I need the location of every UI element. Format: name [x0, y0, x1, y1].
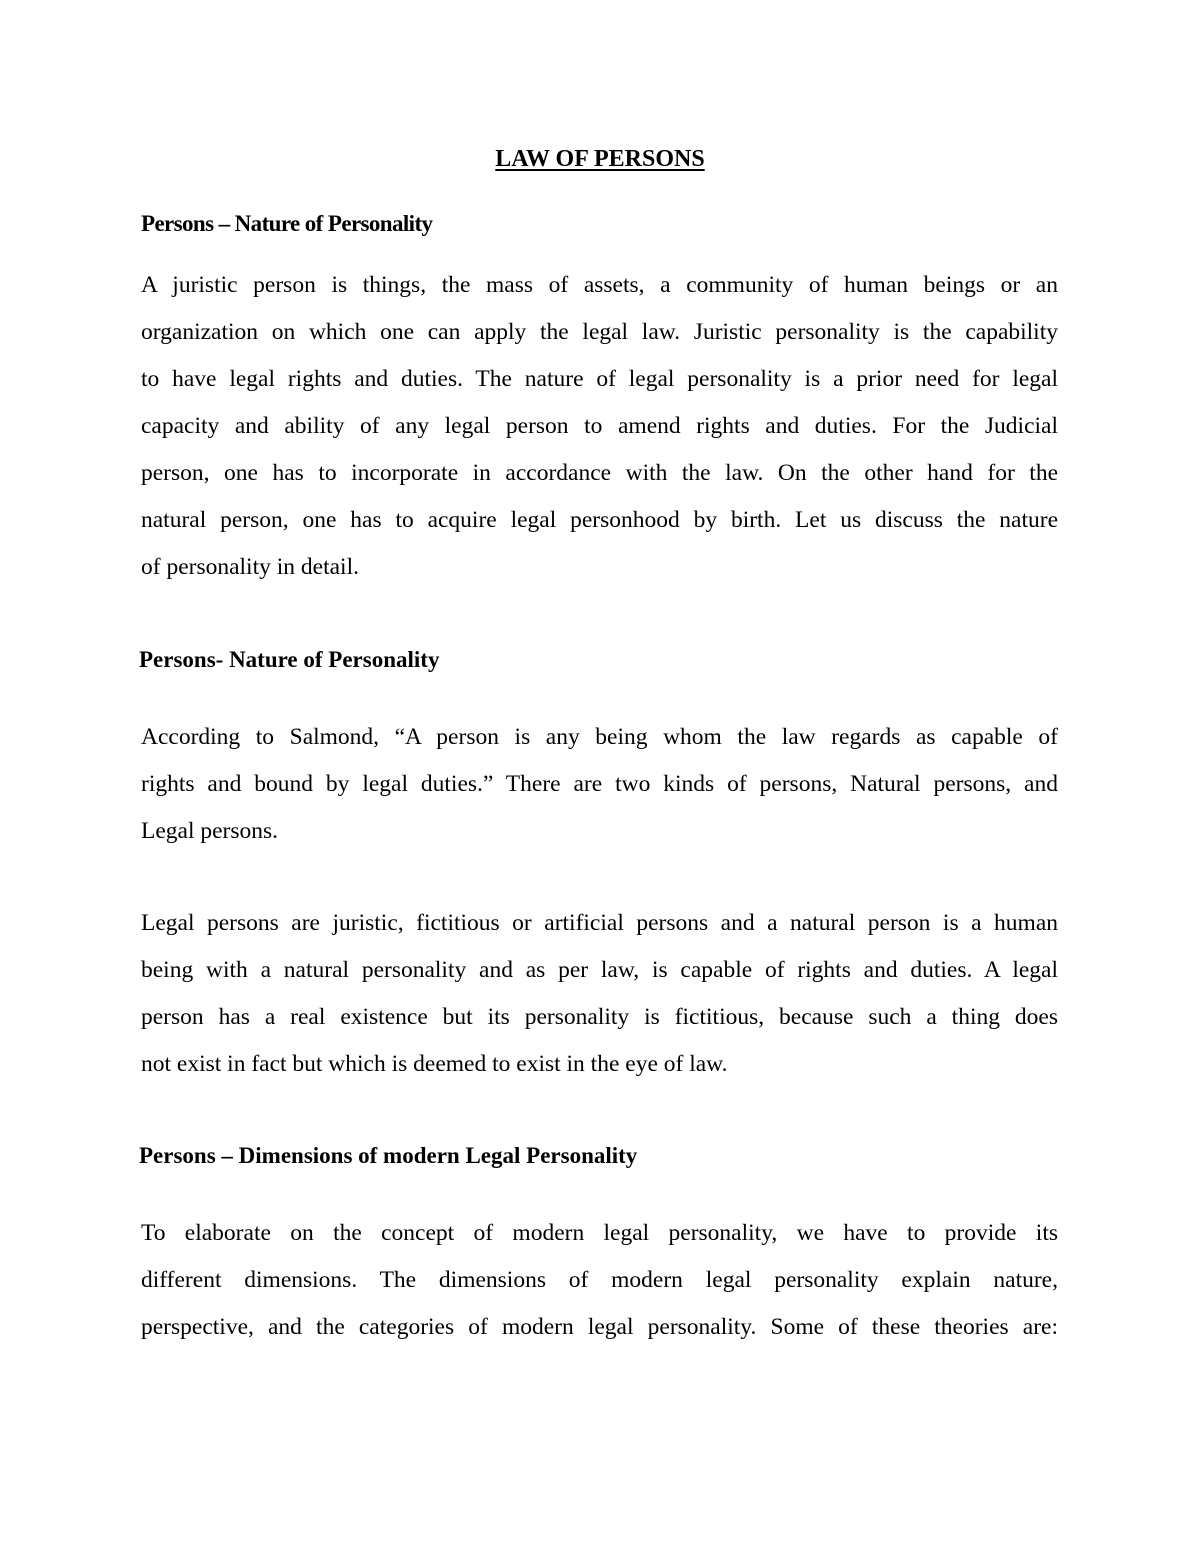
document-title	[0, 142, 1200, 176]
paragraph-line: rights and bound by legal duties.” There are two kinds of persons, Natural persons, and	[141, 771, 1058, 797]
document-title-text: LAW OF PERSONS	[495, 146, 705, 172]
paragraph-line: person, one has to incorporate in accordance with the law. On the other hand for the	[141, 460, 1058, 486]
paragraph-line: A juristic person is things, the mass of assets, a community of human beings or an	[141, 272, 1058, 298]
paragraph-line: According to Salmond, “A person is any being whom the law regards as capable of	[141, 724, 1058, 750]
paragraph-line: Legal persons.	[141, 818, 279, 844]
section-heading-persons-nature: Persons- Nature of Personality	[139, 647, 440, 672]
paragraph-line: person has a real existence but its personality is fictitious, because such a thing does	[141, 1004, 1058, 1030]
paragraph-line: perspective, and the categories of modern legal personality. Some of these theories are:	[141, 1314, 1058, 1340]
paragraph-line: different dimensions. The dimensions of modern legal personality explain nature,	[141, 1267, 1058, 1293]
section-heading-dimensions: Persons – Dimensions of modern Legal Personality	[139, 1143, 638, 1168]
paragraph-salmond-definition	[141, 714, 1058, 855]
paragraph-line: Legal persons are juristic, fictitious or artificial persons and a natural person is a human	[141, 910, 1058, 936]
paragraph-juristic-person	[141, 262, 1058, 591]
paragraph-line: To elaborate on the concept of modern legal personality, we have to provide its	[141, 1220, 1058, 1246]
paragraph-line: of personality in detail.	[141, 554, 359, 580]
paragraph-line: to have legal rights and duties. The nature of legal personality is a prior need for legal	[141, 366, 1058, 392]
paragraph-legal-persons	[141, 900, 1058, 1088]
paragraph-line: not exist in fact but which is deemed to exist in the eye of law.	[141, 1051, 728, 1077]
paragraph-line: organization on which one can apply the legal law. Juristic personality is the capability	[141, 319, 1058, 345]
section-heading-nature-of-personality: Persons – Nature of Personality	[141, 211, 433, 236]
paragraph-line: capacity and ability of any legal person to amend rights and duties. For the Judicial	[141, 413, 1058, 439]
paragraph-dimensions	[141, 1210, 1058, 1351]
paragraph-line: natural person, one has to acquire legal personhood by birth. Let us discuss the nature	[141, 507, 1058, 533]
paragraph-line: being with a natural personality and as per law, is capable of rights and duties. A legal	[141, 957, 1058, 983]
